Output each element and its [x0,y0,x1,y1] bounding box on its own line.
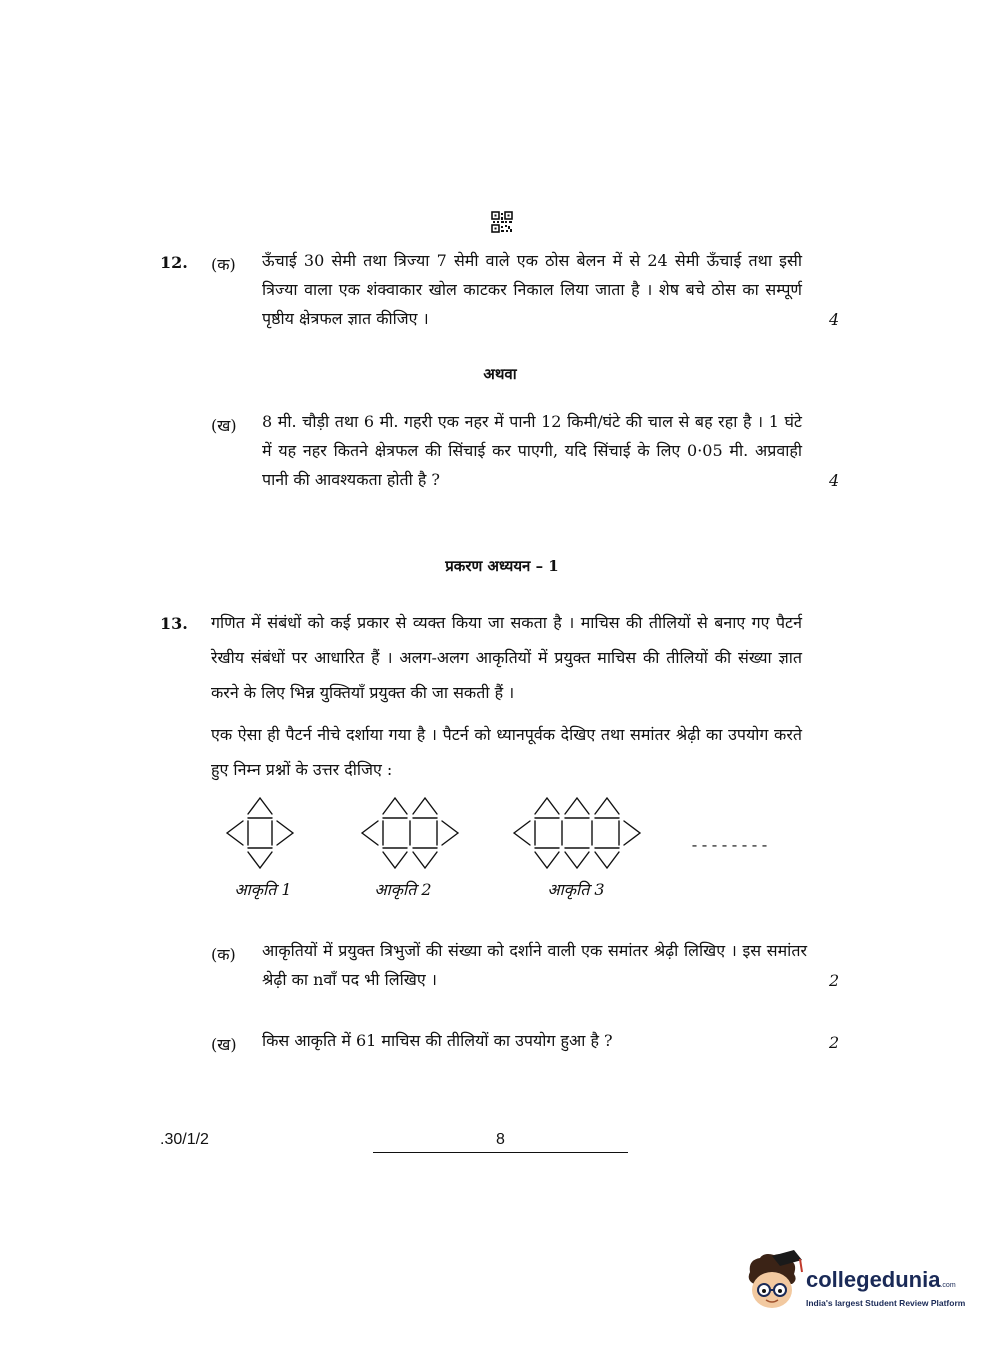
question-12a-text: ऊँचाई 30 सेमी तथा त्रिज्या 7 सेमी वाले एक ठोस बेलन में से 24 सेमी ऊँचाई तथा इसी त्रिज्या वाला एक शंक्वाकार खोल काटकर निकाल लिया जाता है । शेष बचे ठोस का सम्पूर्ण पृष्ठीय क्षेत्रफल ज्ञात कीजिए । [262,251,802,328]
question-12b-text: 8 मी. चौड़ी तथा 6 मी. गहरी एक नहर में पानी 12 किमी/घंटे की चाल से बह रहा है । 1 घंटे में यह नहर कितने क्षेत्रफल की सिंचाई कर पाएगी, यदि सिंचाई के लिए 0·05 मी. अप्रवाही पानी की आवश्यकता होती है ? [262,412,802,489]
figure-1-matchsticks [227,798,293,868]
question-12a-label: (क) [211,255,236,274]
question-13a-label: (क) [211,945,236,964]
qr-code-icon [491,211,513,233]
question-13-intro: गणित में संबंधों को कई प्रकार से व्यक्त किया जा सकता है । माचिस की तीलियों से बनाए गए पैटर्न रेखीय संबंधों पर आधारित हैं । अलग-अलग आकृतियों में प्रयुक्त माचिस की तीलियों की संख्या ज्ञात करने के लिए भिन्न युक्तियाँ प्रयुक्त की जा सकती हैं । [211,613,802,702]
question-13-number: 13. [160,614,188,633]
collegedunia-logo-text [806,1267,956,1293]
question-13b-label: (ख) [211,1035,237,1054]
pattern-continuation: -------- [690,838,771,855]
figure-3-label: आकृति 3 [547,880,605,899]
figure-3-matchsticks [514,798,640,868]
collegedunia-mascot-icon [742,1250,804,1312]
question-12b-label: (ख) [211,416,237,435]
question-13b-marks: 2 [829,1033,840,1052]
figure-1-label: आकृति 1 [234,880,292,899]
case-study-heading: प्रकरण अध्ययन – 1 [445,557,559,575]
collegedunia-tagline: India's largest Student Review Platform [806,1298,966,1308]
or-divider: अथवा [483,365,517,383]
paper-code: .30/1/2 [160,1131,209,1148]
question-12b-marks: 4 [829,471,840,490]
page-number: 8 [496,1131,505,1148]
logo-name: collegedunia [806,1267,941,1292]
question-13-instruction: एक ऐसा ही पैटर्न नीचे दर्शाया गया है । पैटर्न को ध्यानपूर्वक देखिए तथा समांतर श्रेढ़ी का उपयोग करते हुए निम्न प्रश्नों के उत्तर दीजिए : [211,725,802,779]
question-12-number: 12. [160,253,188,272]
figure-2-matchsticks [362,798,458,868]
matchstick-pattern-figure [215,790,795,880]
question-13a-text: आकृतियों में प्रयुक्त त्रिभुजों की संख्या को दर्शाने वाली एक समांतर श्रेढ़ी लिखिए । इस समांतर श्रेढ़ी का nवाँ पद भी लिखिए । [262,941,807,989]
logo-dotcom: .com [940,1282,956,1289]
question-13a-marks: 2 [829,971,840,990]
question-12a-marks: 4 [829,310,840,329]
footer-rule [373,1152,628,1153]
figure-2-label: आकृति 2 [374,880,432,899]
question-13b-text: किस आकृति में 61 माचिस की तीलियों का उपयोग हुआ है ? [262,1031,613,1050]
